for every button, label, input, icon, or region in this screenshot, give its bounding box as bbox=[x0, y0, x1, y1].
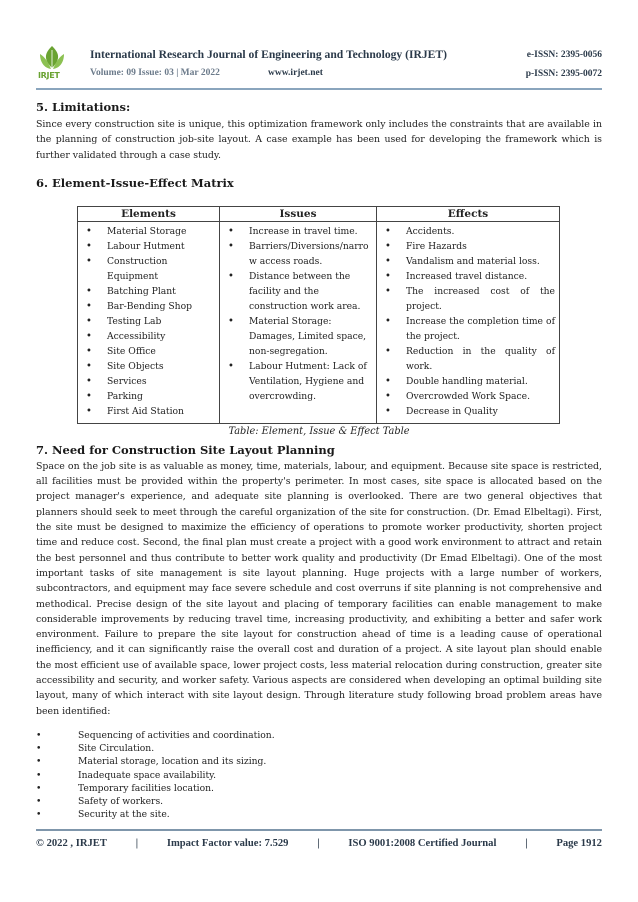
elements-cell bbox=[78, 221, 220, 423]
list-item: • The increased cost of the project. bbox=[381, 284, 555, 314]
list-item: • First Aid Station bbox=[82, 404, 215, 419]
list-item: • Parking bbox=[82, 389, 215, 404]
eissn: e-ISSN: 2395-0056 bbox=[526, 50, 602, 60]
list-item: • Barriers/Diversions/narro w access roads. bbox=[224, 239, 372, 269]
list-item: • Overcrowded Work Space. bbox=[381, 389, 555, 404]
list-item: • Vandalism and material loss. bbox=[381, 254, 555, 269]
footer-divider bbox=[36, 829, 602, 831]
list-item: • Construction Equipment bbox=[82, 254, 215, 284]
list-item: • Bar-Bending Shop bbox=[82, 299, 215, 314]
footer-separator: | bbox=[135, 838, 139, 849]
logo-text: IRJET bbox=[38, 71, 60, 80]
section-7-title: 7. Need for Construction Site Layout Planning bbox=[36, 442, 335, 457]
table-header-issues: Issues bbox=[220, 206, 377, 221]
list-item: • Temporary facilities location. bbox=[36, 782, 602, 795]
list-item: • Material storage, location and its sizing. bbox=[36, 755, 602, 768]
list-item: • Decrease in Quality bbox=[381, 404, 555, 419]
list-item: • Labour Hutment bbox=[82, 239, 215, 254]
issues-cell bbox=[220, 221, 377, 423]
list-item: • Accidents. bbox=[381, 224, 555, 239]
section-5-text: Since every construction site is unique, this optimization framework only includes the constraints that are available in the planning of construction job-site layout. A case example has been used for developing the framework which is further validated through a case study. bbox=[36, 119, 602, 161]
list-item: • Services bbox=[82, 374, 215, 389]
table-caption: Table: Element, Issue & Effect Table bbox=[228, 425, 410, 437]
list-item: • Inadequate space availability. bbox=[36, 769, 602, 782]
list-item: • Security at the site. bbox=[36, 808, 602, 821]
list-item: • Site Circulation. bbox=[36, 742, 602, 755]
list-item: • Testing Lab bbox=[82, 314, 215, 329]
effects-cell bbox=[377, 221, 560, 423]
header-divider bbox=[36, 88, 602, 90]
footer-copyright: © 2022 , IRJET bbox=[36, 838, 107, 849]
section-7-text: Space on the job site is as valuable as money, time, materials, labour, and equipment. Because site space is restricted, all facilities must be provided within the property's perimeter. In most cases, site space is allocated based on the project manager's experience, and adequate site planning is overlooked. There are two general objectives that planners should seek to meet through the careful organization of the site for construction. (Dr. Emad Elbeltagi). First, the site must be designed to maximize the efficiency of operations to promote worker productivity, shorten project time and reduce cost. Second, the final plan must create a project with a good work environment to attract and retain the best personnel and thus contribute to better work quality and productivity (Dr Emad Elbeltagi). One of the most important tasks of site management is site layout planning. Huge projects with a large number of workers, subcontractors, and equipment may face severe schedule and cost overruns if site planning is not comprehensive and methodical. Precise design of the site layout and placing of temporary facilities can enable management to make considerable improvements by reducing travel time, increasing productivity, and exhibiting a better and safer work environment. Failure to prepare the site layout for construction ahead of time is a leading cause of operational inefficiency, and it can significantly raise the overall cost and duration of a project. A site layout plan should enable the most efficient use of available space, lower project costs, less material relocation during construction, greater site accessibility and security, and worker safety. Various aspects are considered when developing an optimal building site layout, many of which interact with site layout design. Through literature study following broad problem areas have been identified: bbox=[36, 460, 602, 717]
journal-title: International Research Journal of Engineering and Technology (IRJET) bbox=[90, 48, 447, 61]
effects-list bbox=[381, 224, 555, 419]
list-item: • Increase in travel time. bbox=[224, 224, 372, 239]
list-item: • Labour Hutment: Lack of Ventilation, Hygiene and overcrowding. bbox=[224, 359, 372, 404]
problem-areas-list bbox=[36, 729, 602, 821]
list-item: • Safety of workers. bbox=[36, 795, 602, 808]
list-item: • Site Office bbox=[82, 344, 215, 359]
list-item: • Reduction in the quality of work. bbox=[381, 344, 555, 374]
volume-issue: Volume: 09 Issue: 03 | Mar 2022 bbox=[90, 68, 220, 78]
list-item: • Site Objects bbox=[82, 359, 215, 374]
list-item: • Double handling material. bbox=[381, 374, 555, 389]
issues-list bbox=[224, 224, 372, 404]
list-item: • Accessibility bbox=[82, 329, 215, 344]
section-6-title: 6. Element-Issue-Effect Matrix bbox=[36, 175, 234, 190]
list-item: • Batching Plant bbox=[82, 284, 215, 299]
list-item: • Distance between the facility and the construction work area. bbox=[224, 269, 372, 314]
element-issue-effect-table bbox=[77, 206, 560, 424]
footer-page-number: Page 1912 bbox=[556, 838, 602, 849]
section-5-title: 5. Limitations: bbox=[36, 100, 131, 114]
elements-list bbox=[82, 224, 215, 419]
footer-iso: ISO 9001:2008 Certified Journal bbox=[348, 838, 497, 849]
pissn: p-ISSN: 2395-0072 bbox=[525, 69, 602, 79]
table-header-elements: Elements bbox=[78, 206, 220, 221]
list-item: • Fire Hazards bbox=[381, 239, 555, 254]
page-content bbox=[36, 100, 602, 821]
list-item: • Increased travel distance. bbox=[381, 269, 555, 284]
list-item: • Material Storage: Damages, Limited space, non-segregation. bbox=[224, 314, 372, 359]
footer-impact-factor: Impact Factor value: 7.529 bbox=[166, 838, 289, 849]
table-header-effects: Effects bbox=[377, 206, 560, 221]
list-item: • Material Storage bbox=[82, 224, 215, 239]
page-header bbox=[36, 44, 602, 84]
list-item: • Sequencing of activities and coordination. bbox=[36, 729, 602, 742]
footer-separator: | bbox=[525, 838, 528, 849]
list-item: • Increase the completion time of the project. bbox=[381, 314, 555, 344]
footer-separator: | bbox=[317, 838, 320, 849]
journal-website-link[interactable]: www.irjet.net bbox=[268, 68, 323, 78]
page-footer bbox=[36, 838, 602, 849]
